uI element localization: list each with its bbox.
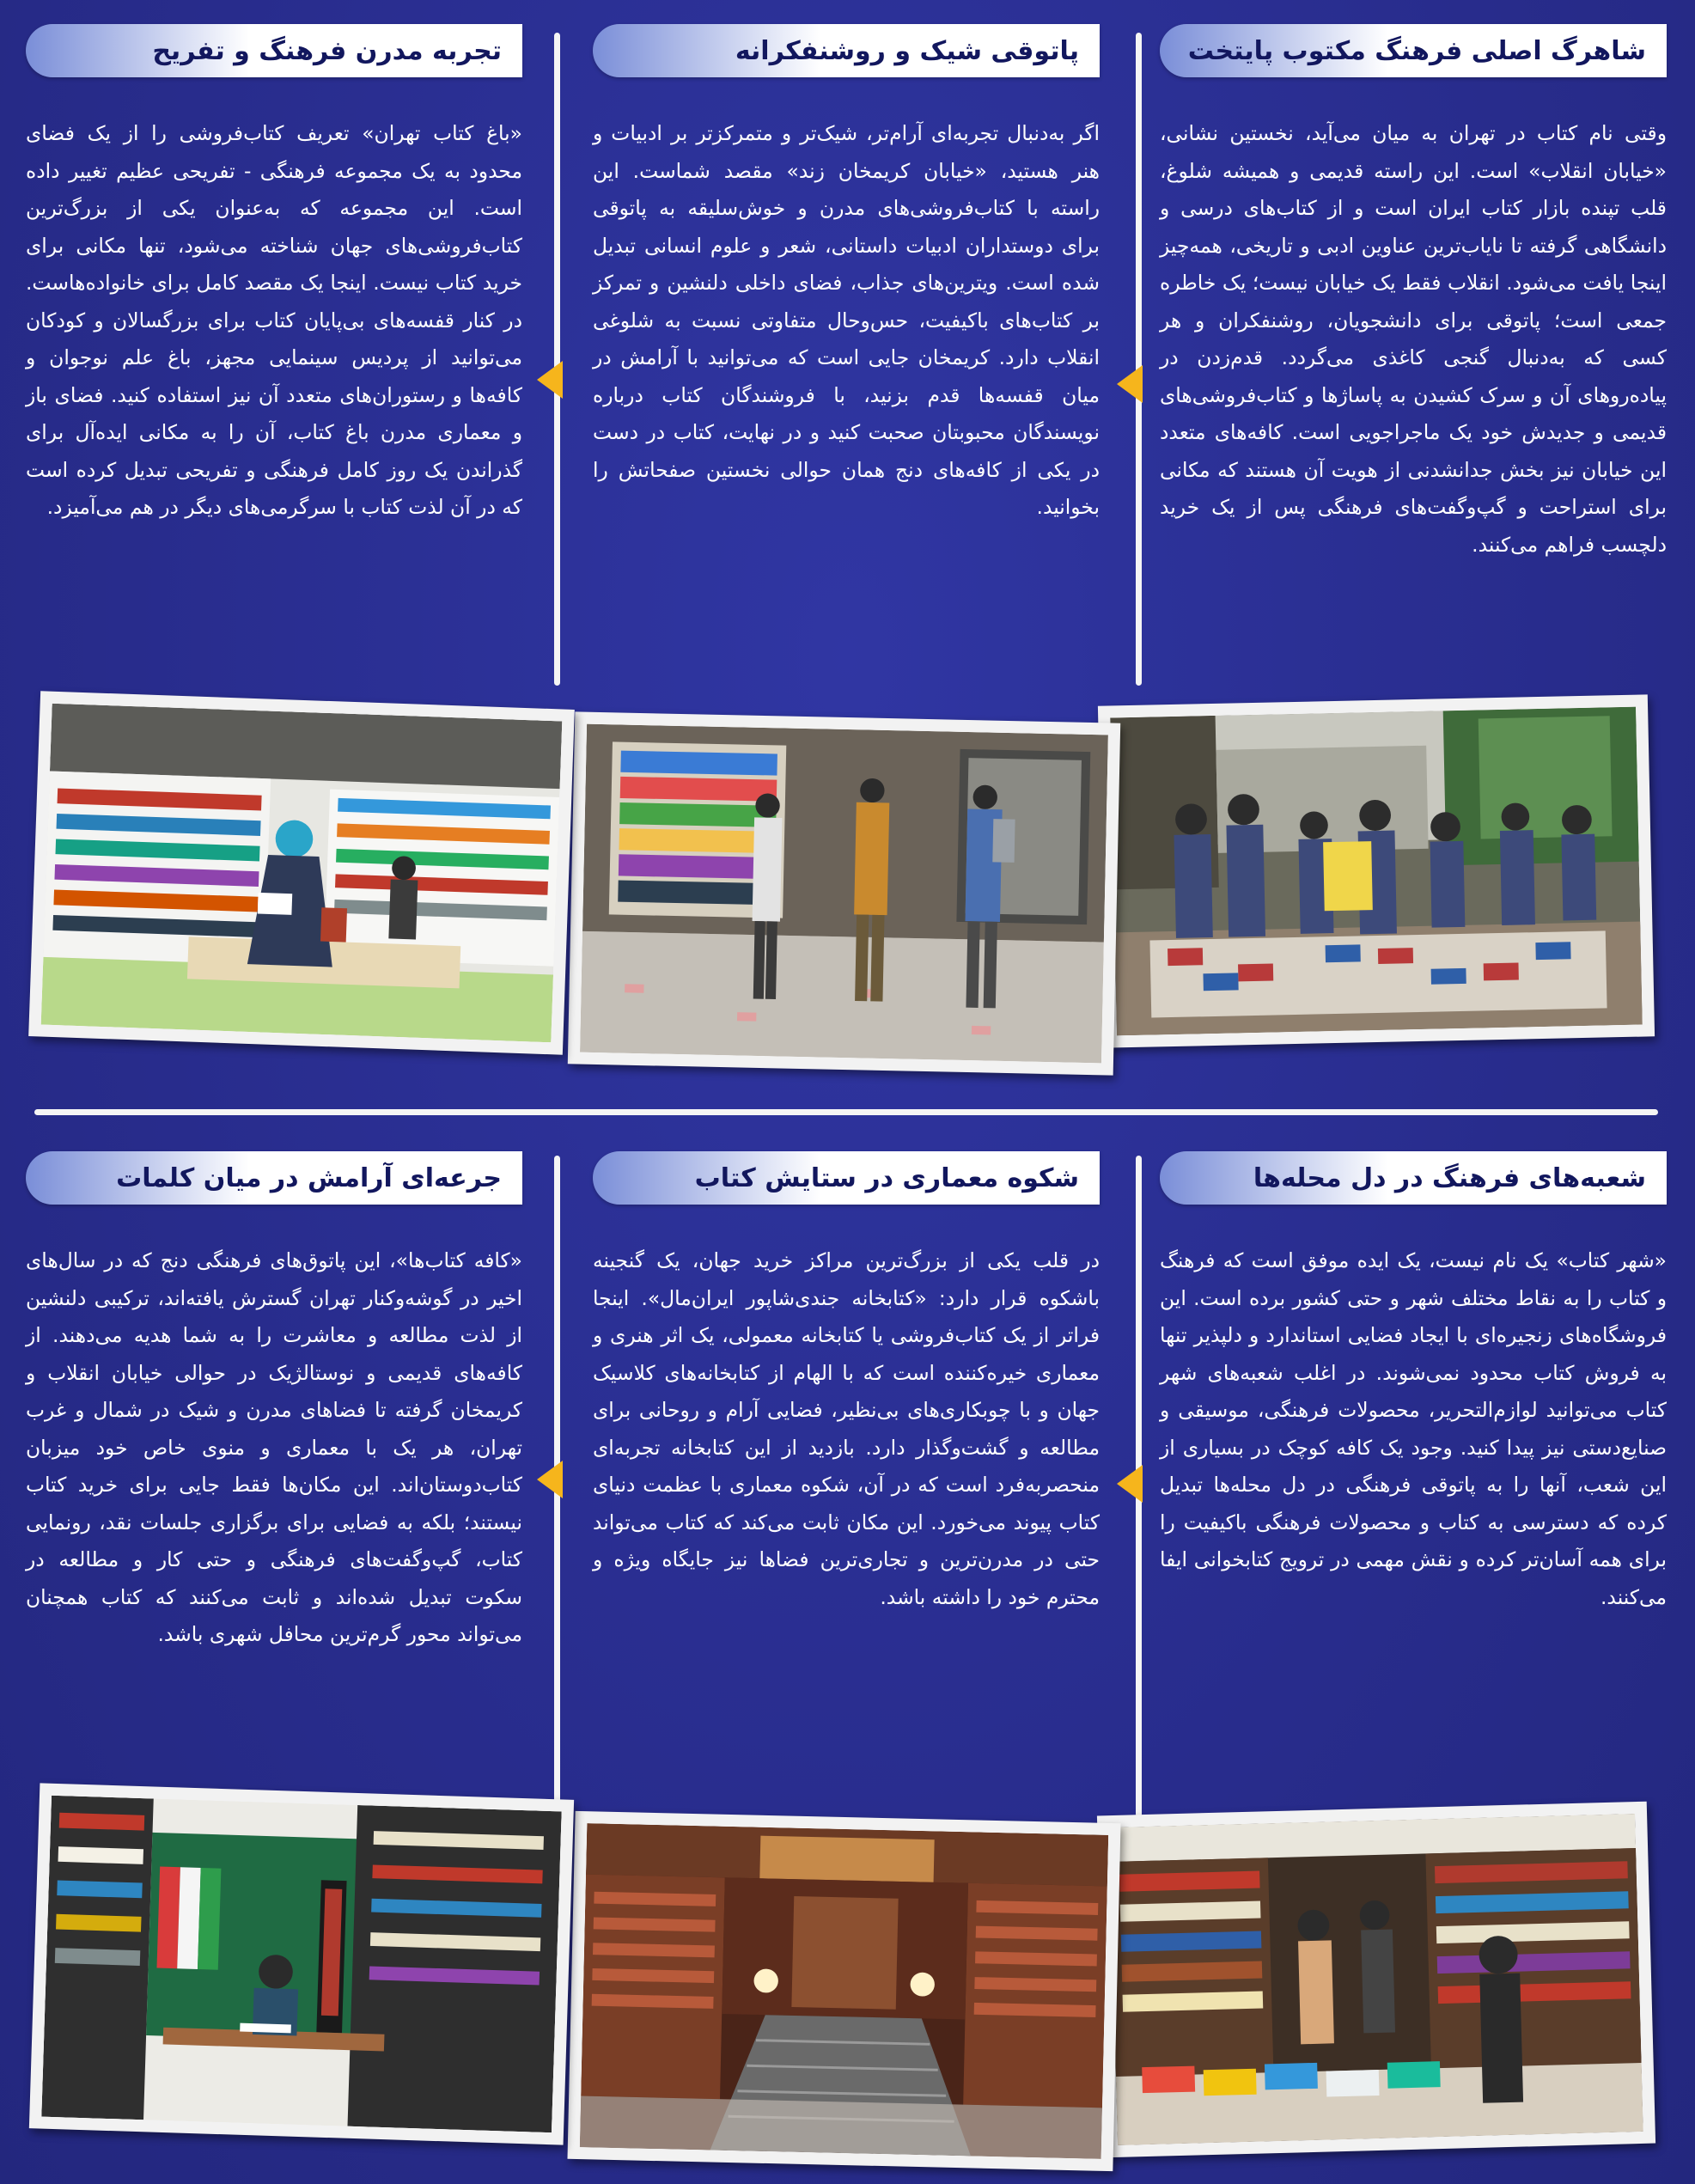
vertical-divider-top-left	[554, 33, 560, 686]
section-jondishapur	[593, 1151, 1100, 1616]
pointer-arrow-icon	[1117, 365, 1143, 403]
section-title: شاهرگ اصلی فرهنگ مکتوب پایتخت	[1187, 35, 1646, 66]
section-body: در قلب یکی از بزرگ‌ترین مراکز خرید جهان، یک گنجینه باشکوه قرار دارد: «کتابخانه جندی‌شاپور ایران‌مال». اینجا فراتر از یک کتاب‌فروشی یا کتابخانه معمولی، یک اثر هنری و معماری خیره‌کننده است که با الهام از کتابخانه‌های کلاسیک جهان و با چوبکاری‌های بی‌نظیر، فضایی آرام و روحانی برای مطالعه و گشت‌وگذار دارد. بازدید از این کتابخانه تجربه‌ای منحصربه‌فرد است که در آن، شکوه معماری با عظمت دنیای کتاب پیوند می‌خورد. این مکان ثابت می‌کند که کتاب می‌تواند حتی در مدرن‌ترین و تجاری‌ترین فضاها نیز جایگاه ویژه و محترم خود را داشته باشد.	[593, 1248, 1100, 1609]
section-title: شعبه‌های فرهنگ در دل محله‌ها	[1253, 1162, 1646, 1193]
shahr-ketab-store-interior-photo	[1097, 1802, 1655, 2158]
section-book-cafe	[26, 1151, 522, 1654]
section-title: شکوه معماری در ستایش کتاب	[694, 1162, 1079, 1193]
horizontal-divider	[34, 1109, 1658, 1115]
street-book-stalls-photo	[1098, 694, 1655, 1047]
section-title: جرعه‌ای آرامش در میان کلمات	[116, 1162, 502, 1193]
section-enghelab	[1160, 24, 1667, 564]
section-title-bar	[1160, 1151, 1667, 1205]
section-body: «کافه کتاب‌ها»، این پاتوق‌های فرهنگی دنج که در سال‌های اخیر در گوشه‌وکنار تهران گسترش یافته‌اند، ترکیبی دلنشین از لذت مطالعه و معاشرت را به شما هدیه می‌دهند. از کافه‌های قدیمی و نوستالژیک در حوالی خیابان انقلاب و کریمخان گرفته تا فضاهای مدرن و شیک در شمال و غرب تهران، هر یک با معماری و منوی خاص خود میزبان کتاب‌دوستان‌اند. این مکان‌ها فقط جایی برای خرید کتاب نیستند؛ بلکه به فضایی برای برگزاری جلسات نقد، رونمایی کتاب، گپ‌وگفت‌های فرهنگی و حتی کار و مطالعه در سکوت تبدیل شده‌اند و ثابت می‌کنند که کتاب همچنان می‌تواند محور گرم‌ترین محافل شهری باشد.	[26, 1248, 522, 1646]
section-shahr-ketab	[1160, 1151, 1667, 1616]
pointer-arrow-icon	[537, 361, 563, 399]
book-garden-reading-photo	[28, 691, 575, 1054]
section-title-bar	[593, 24, 1100, 77]
pointer-arrow-icon	[1117, 1465, 1143, 1503]
karimkhan-bookstore-street-photo	[568, 711, 1120, 1075]
section-karimkhan	[593, 24, 1100, 527]
section-title-bar	[26, 24, 522, 77]
section-title-bar	[1160, 24, 1667, 77]
section-title: پاتوقی شیک و روشنفکرانه	[735, 35, 1079, 66]
section-body: «شهر کتاب» یک نام نیست، یک ایده موفق است که فرهنگ و کتاب را به نقاط مختلف شهر و حتی کشور برده است. این فروشگاه‌های زنجیره‌ای با ایجاد فضایی استاندارد و دلپذیر تنها به فروش کتاب محدود نمی‌شوند. در اغلب شعبه‌های شهر کتاب می‌توانید لوازم‌التحریر، محصولات فرهنگی، موسیقی و صنایع‌دستی نیز پیدا کنید. وجود یک کافه کوچک در بسیاری از این شعب، آنها را به پاتوقی فرهنگی در دل محله‌ها تبدیل کرده که دسترسی به کتاب و محصولات فرهنگی باکیفیت را برای همه آسان‌تر کرده و نقش مهمی در ترویج کتابخوانی ایفا می‌کنند.	[1160, 1248, 1667, 1609]
book-cafe-reader-photo	[29, 1783, 574, 2144]
section-title-bar	[593, 1151, 1100, 1205]
jondishapur-library-photo	[567, 1811, 1120, 2171]
section-title: تجربه مدرن فرهنگ و تفریح	[152, 35, 502, 66]
section-book-garden	[26, 24, 522, 527]
pointer-arrow-icon	[537, 1461, 563, 1498]
section-body: وقتی نام کتاب در تهران به میان می‌آید، نخستین نشانی، «خیابان انقلاب» است. این راسته قدیمی و همیشه شلوغ، قلب تپنده بازار کتاب ایران است و از کتاب‌های درسی و دانشگاهی گرفته تا نایاب‌ترین عناوین ادبی و تاریخی، همه‌چیز اینجا یافت می‌شود. انقلاب فقط یک خیابان نیست؛ یک خاطره جمعی است؛ پاتوقی برای دانشجویان، روشنفکران و هر کسی که به‌دنبال گنجی کاغذی می‌گردد. قدم‌زدن در پیاده‌روهای آن و سرک کشیدن به پاساژها و کتاب‌فروشی‌های قدیمی و جدیدش خود یک ماجراجویی است. کافه‌های متعدد این خیابان نیز بخش جدانشدنی از هویت آن هستند که مکانی برای استراحت و گپ‌وگفت‌های فرهنگی پس از یک خرید دلچسب فراهم می‌کنند.	[1160, 121, 1667, 557]
section-body: اگر به‌دنبال تجربه‌ای آرام‌تر، شیک‌تر و متمرکزتر بر ادبیات و هنر هستید، «خیابان کریمخان زند» مقصد شماست. این راسته با کتاب‌فروشی‌های مدرن و خوش‌سلیقه به پاتوقی برای دوستداران ادبیات داستانی، شعر و علوم انسانی تبدیل شده است. ویترین‌های جذاب، فضای داخلی دلنشین و تمرکز بر کتاب‌های باکیفیت، حس‌وحال متفاوتی نسبت به شلوغی انقلاب دارد. کریمخان جایی است که می‌توانید با آرامش در میان قفسه‌ها قدم بزنید، با فروشندگان کتاب درباره نویسندگان محبوبتان صحبت کنید و در نهایت، کتاب در دست در یکی از کافه‌های دنج همان حوالی نخستین صفحاتش را بخوانید.	[593, 121, 1100, 519]
section-title-bar	[26, 1151, 522, 1205]
vertical-divider-top-right	[1136, 33, 1142, 686]
section-body: «باغ کتاب تهران» تعریف کتاب‌فروشی را از یک فضای محدود به یک مجموعه فرهنگی - تفریحی عظیم تغییر داده است. این مجموعه که به‌عنوان یکی از بزرگ‌ترین کتاب‌فروشی‌های جهان شناخته می‌شود، تنها مکانی برای خرید کتاب نیست. اینجا یک مقصد کامل برای خانواده‌هاست. در کنار قفسه‌های بی‌پایان کتاب برای بزرگسالان و کودکان می‌توانید از پردیس سینمایی مجهز، باغ علم نوجوان و کافه‌ها و رستوران‌های متعدد آن نیز استفاده کنید. فضای باز و معماری مدرن باغ کتاب، آن را به مکانی ایده‌آل برای گذراندن یک روز کامل فرهنگی و تفریحی تبدیل کرده است که در آن لذت کتاب با سرگرمی‌های دیگر در هم می‌آمیزد.	[26, 121, 522, 519]
